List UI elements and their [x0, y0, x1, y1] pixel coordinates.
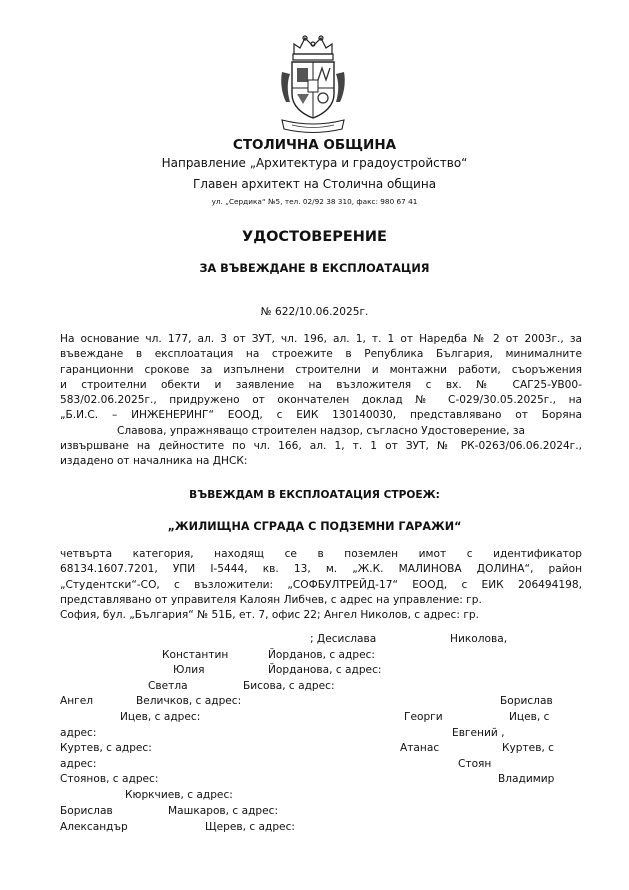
owner-fragment: ; Десислава [310, 633, 377, 645]
document-title: УДОСТОВЕРЕНИЕ [242, 229, 387, 245]
basis-line: 583/02.06.2025г., придружено от окончателен доклад № С-029/30.05.2025г., на [60, 394, 582, 407]
owner-fragment: адрес: [60, 727, 97, 739]
owner-fragment: Николова, [450, 633, 508, 645]
owner-fragment: адрес: [60, 758, 97, 770]
document-subtitle: ЗА ВЪВЕЖДАНЕ В ЕКСПЛОАТАЦИЯ [199, 262, 430, 275]
basis-line: Славова, упражняващо строителен надзор, съгласно Удостоверение, за [116, 424, 525, 437]
document-number: № 622/10.06.2025г. [260, 306, 369, 318]
contact-line: ул. „Сердика“ №5, тел. 02/92 38 310, факс: 980 67 41 [211, 197, 418, 206]
owner-fragment: Атанас [400, 742, 440, 754]
basis-line: и строителни обекти и заявление на възложителя с вх. № САГ25-УВ00- [60, 378, 582, 391]
owner-fragment: Юлия [173, 664, 205, 676]
owner-fragment: Куртев, с адрес: [60, 742, 152, 754]
basis-paragraph [60, 332, 582, 470]
owner-fragment: Величков, с адрес: [136, 695, 242, 707]
basis-line: издадено от началника на ДНСК: [60, 455, 248, 468]
sofia-coat-of-arms [278, 32, 348, 136]
owner-fragment: Щерев, с адрес: [205, 821, 295, 833]
details-line: четвърта категория, находящ се в поземлен имот с идентификатор [60, 548, 582, 560]
owner-fragment: Стоян [458, 758, 492, 770]
owner-fragment: Кюркчиев, с адрес: [125, 789, 233, 801]
owner-fragment: Ицев, с адрес: [120, 711, 201, 723]
basis-line: гаранционни срокове за изпълнени строителни и монтажни работи, съоръжения [60, 363, 582, 376]
owner-fragment: Борислав [60, 805, 113, 817]
owner-fragment: Ицев, с [509, 711, 550, 723]
chief-architect: Главен архитект на Столична община [192, 177, 437, 191]
owner-fragment: Ангел [60, 695, 94, 707]
owner-fragment: Бисова, с адрес: [243, 680, 335, 692]
owner-fragment: Борислав [500, 695, 553, 707]
org-name: СТОЛИЧНА ОБЩИНА [232, 137, 397, 153]
owner-fragment: Светла [148, 680, 188, 692]
owner-fragment: Георги [404, 711, 443, 723]
owner-fragment: Стоянов, с адрес: [60, 773, 159, 785]
owner-fragment: Йорданова, с адрес: [268, 664, 382, 676]
department: Направление „Архитектура и градоустройство“ [161, 156, 468, 170]
owner-fragment: Александър [60, 821, 128, 833]
details-line: София, бул. „България“ № 51Б, ет. 7, офис 22; Ангел Николов, с адрес: гр. [60, 609, 479, 622]
owner-fragment: Владимир [498, 773, 555, 785]
building-name: „ЖИЛИЩНА СГРАДА С ПОДЗЕМНИ ГАРАЖИ“ [167, 520, 462, 533]
owner-fragment: Йорданов, с адрес: [268, 649, 375, 661]
owner-fragment: Евгений , [452, 727, 505, 739]
declaration-heading: ВЪВЕЖДАМ В ЕКСПЛОАТАЦИЯ СТРОЕЖ: [189, 489, 440, 501]
owner-fragment: Машкаров, с адрес: [168, 805, 279, 817]
details-line: представлявано от управителя Калоян Либчев, с адрес на управление: гр. [60, 593, 482, 606]
basis-line: въвеждане в експлоатация на строежите в Република България, минималните [60, 348, 582, 361]
details-line: „Студентски“-СО, с възложители: „СОФБУЛТРЕЙД-17“ ЕООД, с ЕИК 206494198, [60, 578, 582, 591]
basis-line: „Б.И.С. – ИНЖЕНЕРИНГ“ ЕООД, с ЕИК 130140030, представлявано от Боряна [60, 409, 582, 422]
details-line: 68134.1607.7201, УПИ І-5444, кв. 13, м. „Ж.К. МАЛИНОВА ДОЛИНА“, район [60, 563, 582, 576]
owner-fragment: Константин [162, 649, 229, 661]
basis-line: извършване на дейностите по чл. 166, ал. 1, т. 1 от ЗУТ, № РК-0263/06.06.2024г., [60, 440, 582, 453]
owner-fragment: Куртев, с [502, 742, 555, 754]
details-paragraph [60, 547, 582, 623]
basis-line: На основание чл. 177, ал. 3 от ЗУТ, чл. 196, ал. 1, т. 1 от Наредба № 2 от 2003г., за [60, 333, 582, 345]
